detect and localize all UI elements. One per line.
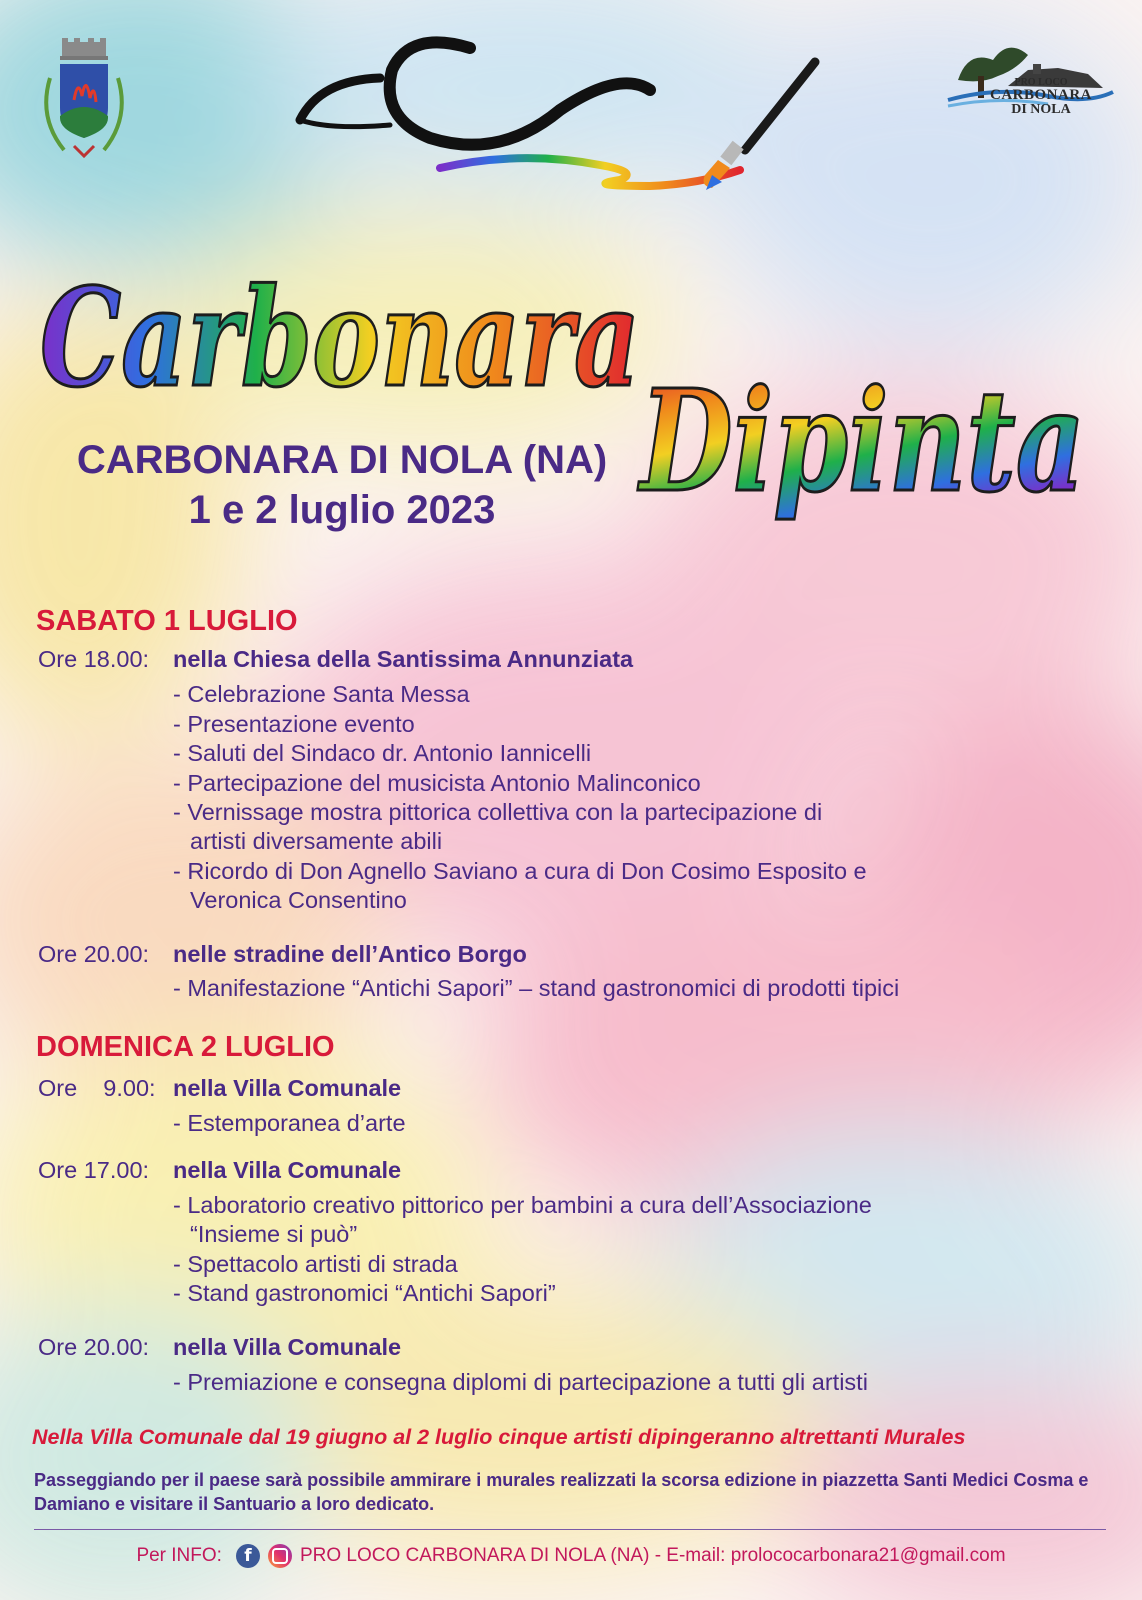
slot-item: - Laboratorio creativo pittorico per bambini a cura dell’Associazione — [173, 1192, 872, 1218]
slot-time: Ore 9.00: — [38, 1075, 156, 1101]
slot-item: - Vernissage mostra pittorica collettiva con la partecipazione di — [173, 799, 823, 825]
slot-time: Ore 17.00: — [38, 1157, 150, 1183]
slot-item: - Estemporanea d’arte — [173, 1110, 406, 1136]
slot-venue: nella Villa Comunale — [173, 1075, 402, 1101]
slot-item: - Ricordo di Don Agnello Saviano a cura di Don Cosimo Esposito e — [173, 858, 867, 884]
footer-contact — [0, 1541, 1142, 1571]
slot-item-continuation: artisti diversamente abili — [190, 828, 443, 854]
pro-loco-line-1: PRO LOCO — [1014, 77, 1068, 88]
instagram-icon[interactable] — [268, 1544, 292, 1568]
event-dates: 1 e 2 luglio 2023 — [188, 488, 496, 532]
slot-item: - Stand gastronomici “Antichi Sapori” — [173, 1280, 556, 1306]
day-heading-saturday: SABATO 1 LUGLIO — [36, 605, 298, 637]
slot-item: - Saluti del Sindaco dr. Antonio Iannicelli — [173, 740, 592, 766]
slot-venue: nelle stradine dell’Antico Borgo — [173, 941, 527, 967]
title-line-1: Carbonara — [40, 258, 640, 417]
pro-loco-line-2: CARBONARA — [990, 87, 1092, 103]
day-heading-sunday: DOMENICA 2 LUGLIO — [36, 1031, 335, 1063]
facebook-icon[interactable]: f — [236, 1544, 260, 1568]
title-line-2: Dipinta — [636, 360, 1085, 524]
slot-venue: nella Chiesa della Santissima Annunziata — [173, 646, 634, 672]
brush-swirl-stroke — [390, 42, 650, 144]
slot-item: - Celebrazione Santa Messa — [173, 681, 470, 707]
slot-time: Ore 18.00: — [38, 646, 150, 672]
event-location: CARBONARA DI NOLA (NA) — [76, 438, 608, 482]
contact-text: PRO LOCO CARBONARA DI NOLA (NA) - E-mail: prolococarbonara21@gmail.com — [299, 1545, 1006, 1566]
slot-item-continuation: Veronica Consentino — [190, 887, 407, 913]
murales-note: Nella Villa Comunale dal 19 giugno al 2 luglio cinque artisti dipingeranno altrettanti Murales — [32, 1425, 966, 1449]
slot-item: - Manifestazione “Antichi Sapori” – stand gastronomici di prodotti tipici — [173, 975, 900, 1001]
paintbrush-icon — [704, 62, 815, 190]
slot-item: - Premiazione e consegna diplomi di partecipazione a tutti gli artisti — [173, 1369, 868, 1395]
slot-item-continuation: “Insieme si può” — [190, 1221, 358, 1247]
passeggiando-note: Passeggiando per il paese sarà possibile ammirare i murales realizzati la scorsa edizione in piazzetta Santi Medici Cosma e Damiano e visitare il Santuario a loro dedicato. — [34, 1470, 1089, 1514]
footer-divider — [34, 1529, 1106, 1530]
slot-item: - Presentazione evento — [173, 711, 415, 737]
slot-time: Ore 20.00: — [38, 1334, 150, 1360]
slot-venue: nella Villa Comunale — [173, 1334, 402, 1360]
info-label: Per INFO: — [136, 1545, 222, 1566]
pro-loco-line-3: DI NOLA — [1011, 102, 1071, 117]
slot-item: - Partecipazione del musicista Antonio Malinconico — [173, 770, 701, 796]
slot-item: - Spettacolo artisti di strada — [173, 1251, 458, 1277]
slot-time: Ore 20.00: — [38, 941, 150, 967]
slot-venue: nella Villa Comunale — [173, 1157, 402, 1183]
